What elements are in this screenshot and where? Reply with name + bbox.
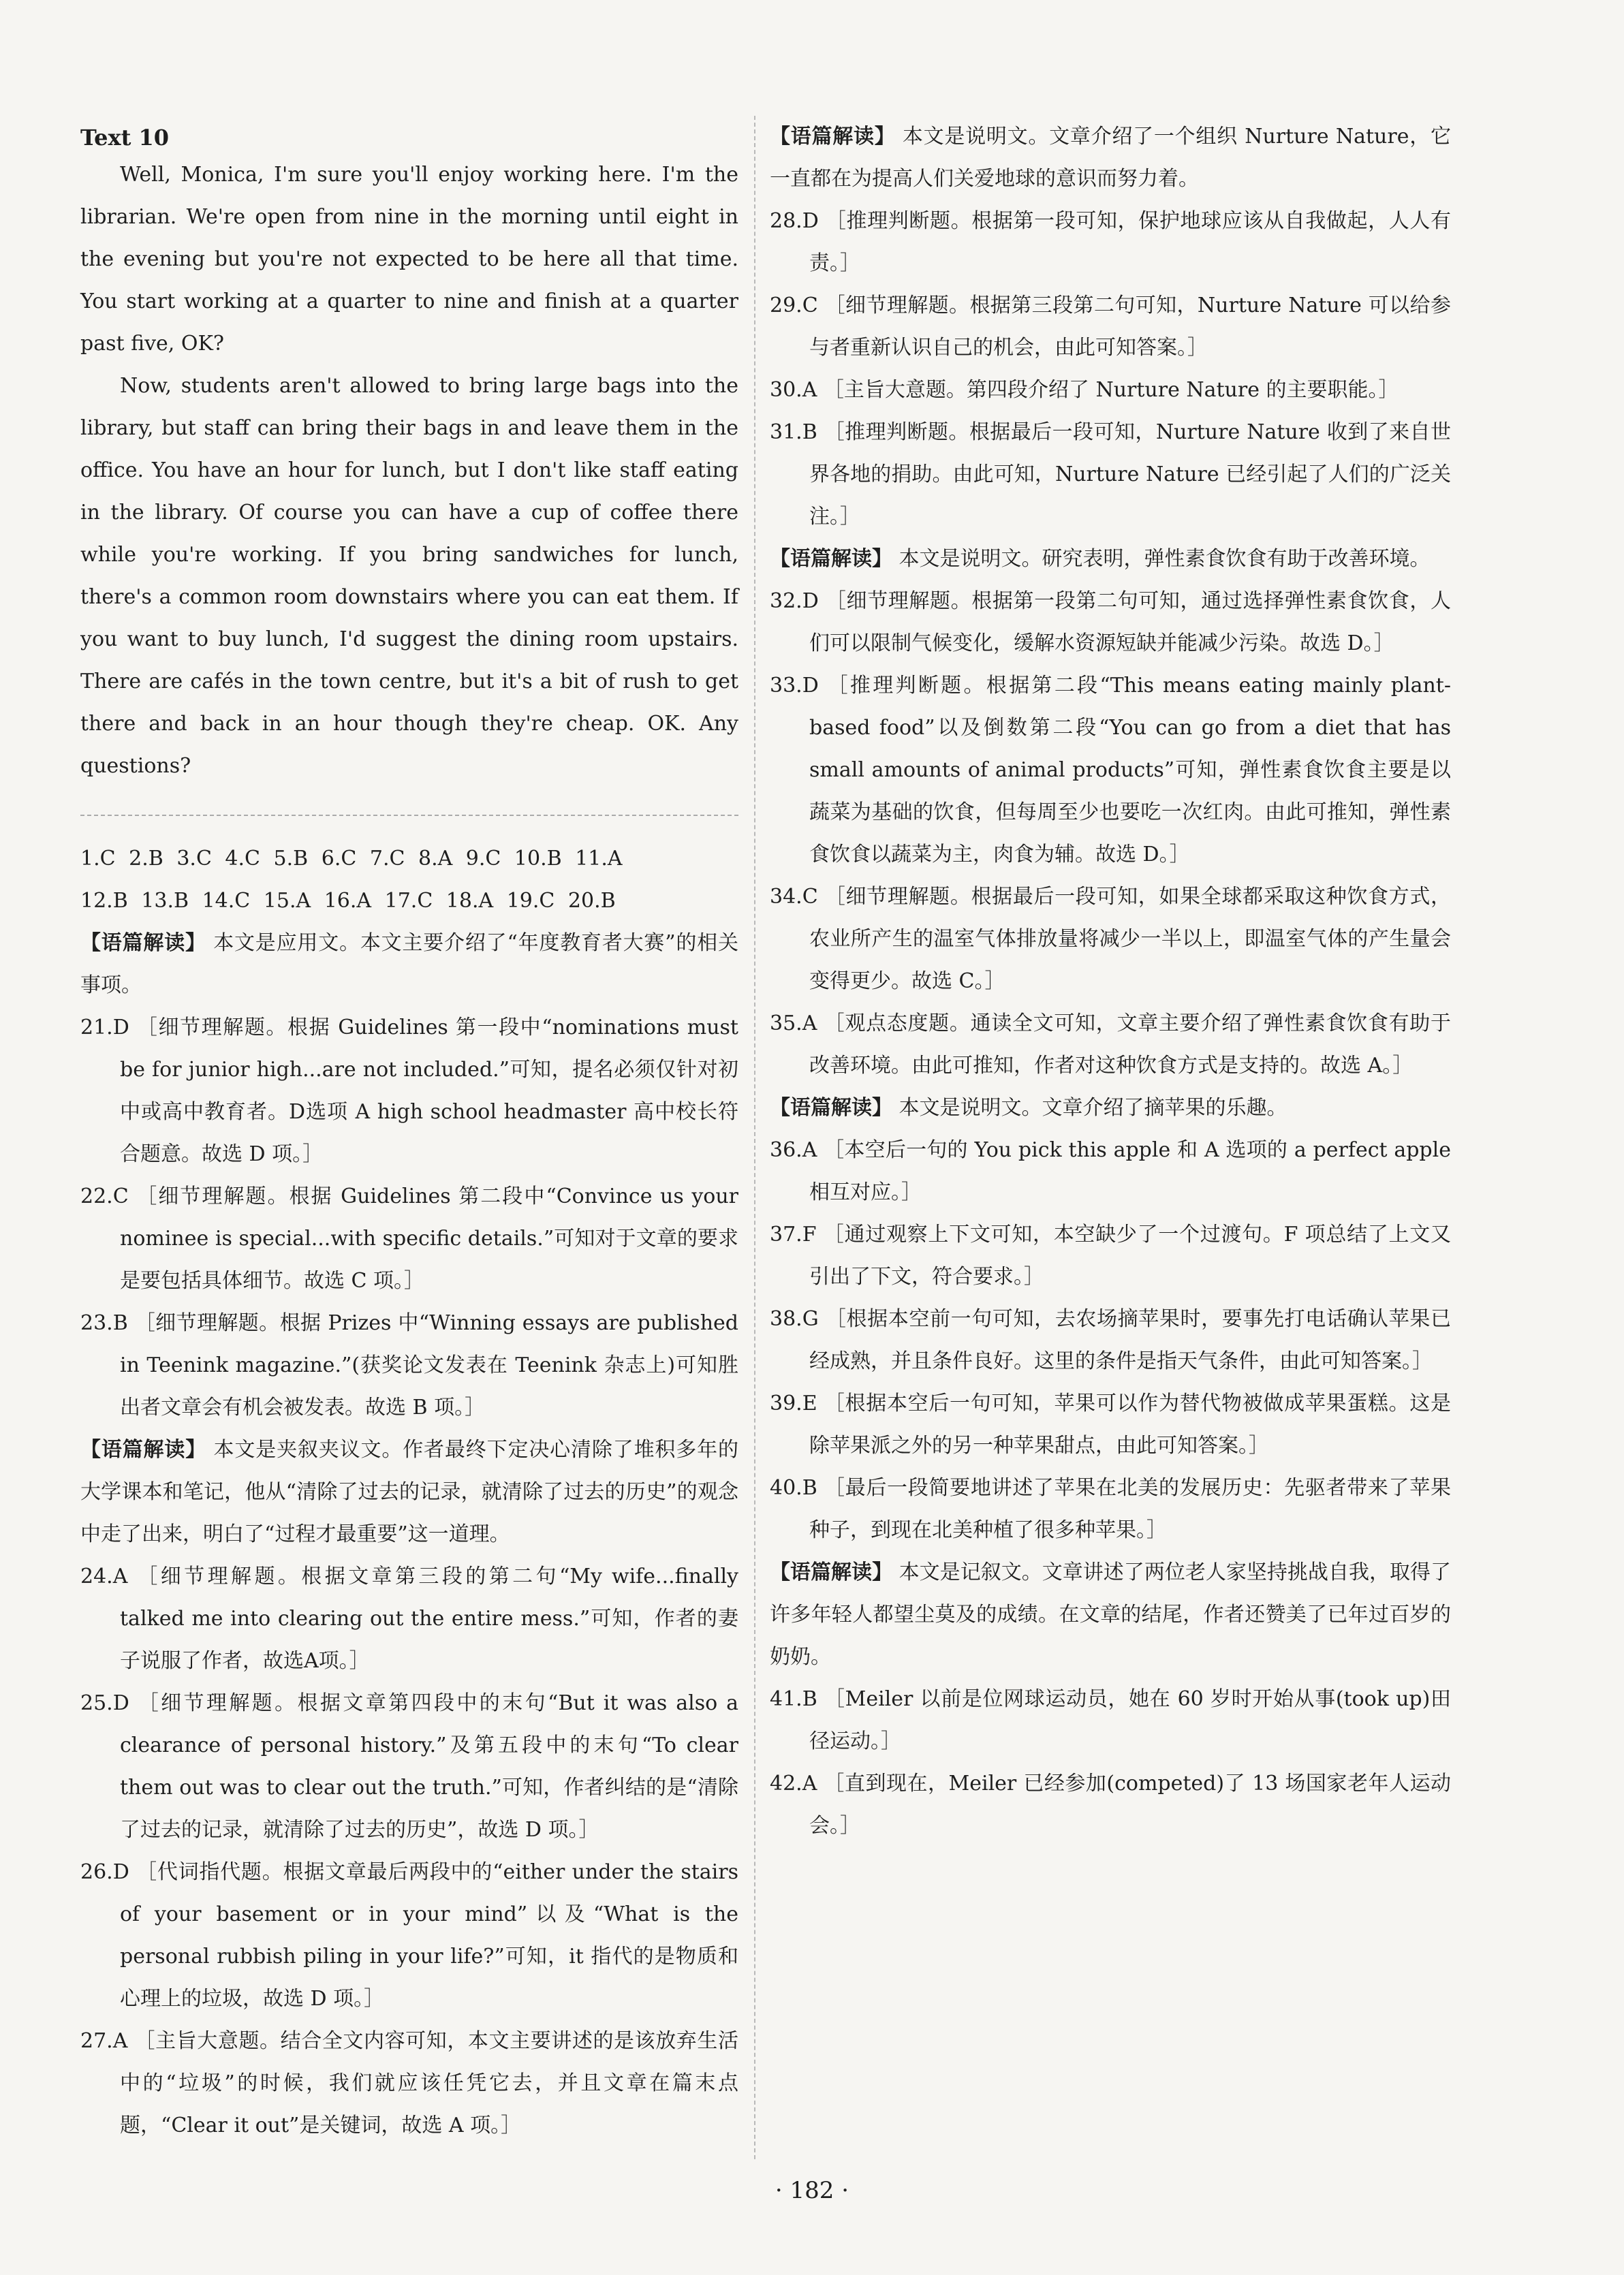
analysis-label: 【语篇解读】 [770, 547, 892, 571]
answer-explanation: 37.F ［通过观察上下文可知，本空缺少了一个过渡句。F 项总结了上文又引出了下文，符合要求。］ [770, 1223, 1451, 1289]
answer-key-line: 12.B 13.B 14.C 15.A 16.A 17.C 18.A 19.C 20.B [80, 889, 616, 913]
analysis-text: 本文是说明文。文章介绍了摘苹果的乐趣。 [899, 1096, 1287, 1120]
analysis-label: 【语篇解读】 [770, 1560, 893, 1584]
answer-explanation: 31.B ［推理判断题。根据最后一段可知，Nurture Nature 收到了来自世界各地的捐助。由此可知，Nurture Nature 已经引起了人们的广泛关注。］ [770, 420, 1451, 529]
analysis-text: 本文是夹叙夹议文。作者最终下定决心清除了堆积多年的大学课本和笔记，他从“清除了过去的记录，就清除了过去的历史”的观念中走了出来，明白了“过程才最重要”这一道理。 [80, 1438, 738, 1546]
answer-explanation: 40.B ［最后一段简要地讲述了苹果在北美的发展历史：先驱者带来了苹果种子，到现在北美种植了很多种苹果。］ [770, 1476, 1451, 1542]
text-title: Text 10 [80, 125, 170, 151]
answer-explanation: 22.C ［细节理解题。根据 Guidelines 第二段中“Convince us your nominee is special...with specific details.”可知对于文章的要求是要包括具体细节。故选 C 项。］ [80, 1184, 738, 1293]
answer-explanation: 26.D ［代词指代题。根据文章最后两段中的“either under the stairs of your basement or in your mind”以及“What is the personal rubbish piling in your life?”可知，it 指代的是物质和心理上的垃圾，故选 D 项。］ [80, 1860, 738, 2011]
analysis-label: 【语篇解读】 [770, 125, 896, 148]
page-number: · 182 · [775, 2177, 849, 2204]
answer-explanation: 23.B ［细节理解题。根据 Prizes 中“Winning essays are published in Teenink magazine.”(获奖论文发表在 Teenink 杂志上)可知胜出者文章会有机会被发表。故选 B 项。］ [80, 1311, 738, 1419]
answer-explanation: 29.C ［细节理解题。根据第三段第二句可知，Nurture Nature 可以给参与者重新认识自己的机会，由此可知答案。］ [770, 294, 1451, 360]
passage-analysis [770, 116, 1451, 200]
section-separator [80, 815, 738, 816]
transcript-paragraph: Well, Monica, I'm sure you'll enjoy working here. I'm the librarian. We're open from nine in the morning until eight in the evening but you're not expected to be here all that time. You start working at a quarter to nine and finish at a quarter past five, OK? [80, 163, 738, 356]
left-column [80, 116, 738, 2147]
passage-analysis [770, 1087, 1451, 1129]
passage-analysis [770, 538, 1451, 580]
answer-explanation: 39.E ［根据本空后一句可知，苹果可以作为替代物被做成苹果蛋糕。这是除苹果派之外的另一种苹果甜点，由此可知答案。］ [770, 1392, 1451, 1458]
passage-analysis [770, 1552, 1451, 1678]
answer-explanation: 33.D ［推理判断题。根据第二段“This means eating mainly plant-based food”以及倒数第二段“You can go from a diet that has small amounts of animal products”可知，弹性素食饮食主要是以蔬菜为基础的饮食，但每周至少也要吃一次红肉。由此可推知，弹性素食饮食以蔬菜为主，肉食为辅。故选 D。］ [770, 674, 1451, 866]
answer-explanation: 24.A ［细节理解题。根据文章第三段的第二句“My wife...finally talked me into clearing out the entire mess.”可知，作者的妻子说服了作者，故选A项。］ [80, 1565, 738, 1673]
answer-explanation: 32.D ［细节理解题。根据第一段第二句可知，通过选择弹性素食饮食，人们可以限制气候变化，缓解水资源短缺并能减少污染。故选 D。］ [770, 589, 1451, 655]
answer-explanation: 35.A ［观点态度题。通读全文可知，文章主要介绍了弹性素食饮食有助于改善环境。由此可推知，作者对这种饮食方式是支持的。故选 A。］ [770, 1011, 1451, 1078]
answer-explanation: 21.D ［细节理解题。根据 Guidelines 第一段中“nominations must be for junior high...are not included.”可知，提名必须仅针对初中或高中教育者。D选项 A high school headmaster 高中校长符合题意。故选 D 项。］ [80, 1016, 738, 1166]
analysis-text: 本文是说明文。文章介绍了一个组织 Nurture Nature，它一直都在为提高人们关爱地球的意识而努力着。 [770, 125, 1451, 191]
answer-explanation: 42.A ［直到现在，Meiler 已经参加(competed)了 13 场国家老年人运动会。］ [770, 1772, 1451, 1838]
analysis-label: 【语篇解读】 [770, 1096, 892, 1120]
answer-explanation: 38.G ［根据本空前一句可知，去农场摘苹果时，要事先打电话确认苹果已经成熟，并且条件良好。这里的条件是指天气条件，由此可知答案。］ [770, 1307, 1451, 1373]
analysis-text: 本文是应用文。本文主要介绍了“年度教育者大赛”的相关事项。 [80, 931, 738, 997]
analysis-text: 本文是记叙文。文章讲述了两位老人家坚持挑战自我，取得了许多年轻人都望尘莫及的成绩。在文章的结尾，作者还赞美了已年过百岁的奶奶。 [770, 1560, 1452, 1669]
analysis-label: 【语篇解读】 [80, 931, 206, 955]
passage-analysis [80, 922, 738, 1007]
answer-key-line: 1.C 2.B 3.C 4.C 5.B 6.C 7.C 8.A 9.C 10.B 11.A [80, 847, 623, 870]
answer-explanation: 28.D ［推理判断题。根据第一段可知，保护地球应该从自我做起，人人有责。］ [770, 209, 1451, 275]
transcript-paragraph: Now, students aren't allowed to bring large bags into the library, but staff can bring their bags in and leave them in the office. You have an hour for lunch, but I don't like staff eating in the library. Of course you can have a cup of coffee there while you're working. If you bring sandwiches for lunch, there's a common room downstairs where you can eat them. If you want to buy lunch, I'd suggest the dining room upstairs. There are cafés in the town centre, but it's a bit of rush to get there and back in an hour though they're cheap. OK. Any questions? [80, 374, 738, 778]
answer-explanation: 34.C ［细节理解题。根据最后一段可知，如果全球都采取这种饮食方式，农业所产生的温室气体排放量将减少一半以上，即温室气体的产生量会变得更少。故选 C。］ [770, 885, 1451, 993]
answer-explanation: 25.D ［细节理解题。根据文章第四段中的末句“But it was also a clearance of personal history.”及第五段中的末句“To clear them out was to clear out the truth.”可知，作者纠结的是“清除了过去的记录，就清除了过去的历史”，故选 D 项。］ [80, 1691, 738, 1842]
answer-explanation: 36.A ［本空后一句的 You pick this apple 和 A 选项的 a perfect apple 相互对应。］ [770, 1138, 1451, 1204]
right-column [770, 116, 1451, 1847]
column-divider [754, 116, 755, 2159]
passage-analysis [80, 1429, 738, 1556]
answer-explanation: 41.B ［Meiler 以前是位网球运动员，她在 60 岁时开始从事(took up)田径运动。］ [770, 1687, 1451, 1753]
answer-explanation: 27.A ［主旨大意题。结合全文内容可知，本文主要讲述的是该放弃生活中的“垃圾”的时候，我们就应该任凭它去，并且文章在篇末点题，“Clear it out”是关键词，故选 A 项。］ [80, 2029, 738, 2137]
analysis-text: 本文是说明文。研究表明，弹性素食饮食有助于改善环境。 [899, 547, 1431, 571]
answer-explanation: 30.A ［主旨大意题。第四段介绍了 Nurture Nature 的主要职能。］ [770, 378, 1399, 402]
analysis-label: 【语篇解读】 [80, 1438, 207, 1462]
